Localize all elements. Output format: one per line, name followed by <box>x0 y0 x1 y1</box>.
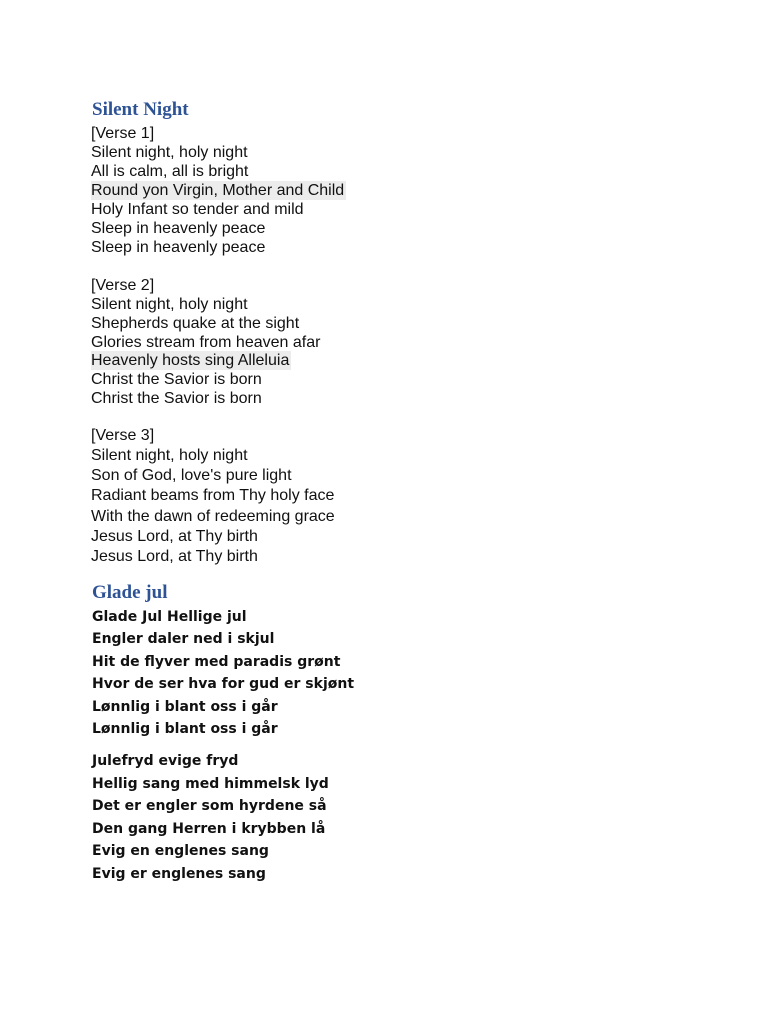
lyric-line: Glade Jul Hellige jul <box>92 609 247 625</box>
verse-label: [Verse 3] <box>91 427 155 444</box>
lyric-line: Den gang Herren i krybben lå <box>92 821 326 837</box>
verse-label: [Verse 2] <box>91 277 155 294</box>
lyric-line: Son of God, love's pure light <box>91 467 292 484</box>
lyric-line: Shepherds quake at the sight <box>91 315 300 332</box>
lyric-line: Det er engler som hyrdene så <box>92 798 327 814</box>
lyric-line: Silent night, holy night <box>91 447 248 464</box>
lyric-line: Silent night, holy night <box>91 296 248 313</box>
lyric-line: Evig er englenes sang <box>92 866 266 882</box>
lyric-line-highlighted: Heavenly hosts sing Alleluia <box>91 352 290 369</box>
lyric-line: Lønnlig i blant oss i går <box>92 721 278 737</box>
lyric-line: Holy Infant so tender and mild <box>91 201 304 218</box>
lyric-line: Hit de flyver med paradis grønt <box>92 654 341 670</box>
song-title-glade-jul: Glade jul <box>92 582 168 603</box>
lyric-line: Sleep in heavenly peace <box>91 239 266 256</box>
lyric-line: Christ the Savior is born <box>91 371 262 388</box>
lyric-line: Engler daler ned i skjul <box>92 631 275 647</box>
lyric-line: Evig en englenes sang <box>92 843 269 859</box>
verse-label: [Verse 1] <box>91 125 155 142</box>
lyric-line: Christ the Savior is born <box>91 390 262 407</box>
song-title-silent-night: Silent Night <box>92 99 189 120</box>
lyric-line: Jesus Lord, at Thy birth <box>91 528 258 545</box>
lyric-line: Glories stream from heaven afar <box>91 334 321 351</box>
lyric-line: Julefryd evige fryd <box>92 753 239 769</box>
lyric-line: Silent night, holy night <box>91 144 248 161</box>
lyric-line-highlighted: Round yon Virgin, Mother and Child <box>91 182 345 199</box>
lyric-line: All is calm, all is bright <box>91 163 249 180</box>
lyric-line: Radiant beams from Thy holy face <box>91 487 335 504</box>
lyric-line: Hvor de ser hva for gud er skjønt <box>92 676 355 692</box>
lyric-line: Sleep in heavenly peace <box>91 220 266 237</box>
lyric-line: Lønnlig i blant oss i går <box>92 699 278 715</box>
lyric-line: Jesus Lord, at Thy birth <box>91 548 258 565</box>
lyric-line: Hellig sang med himmelsk lyd <box>92 776 329 792</box>
lyric-line: With the dawn of redeeming grace <box>91 508 335 525</box>
